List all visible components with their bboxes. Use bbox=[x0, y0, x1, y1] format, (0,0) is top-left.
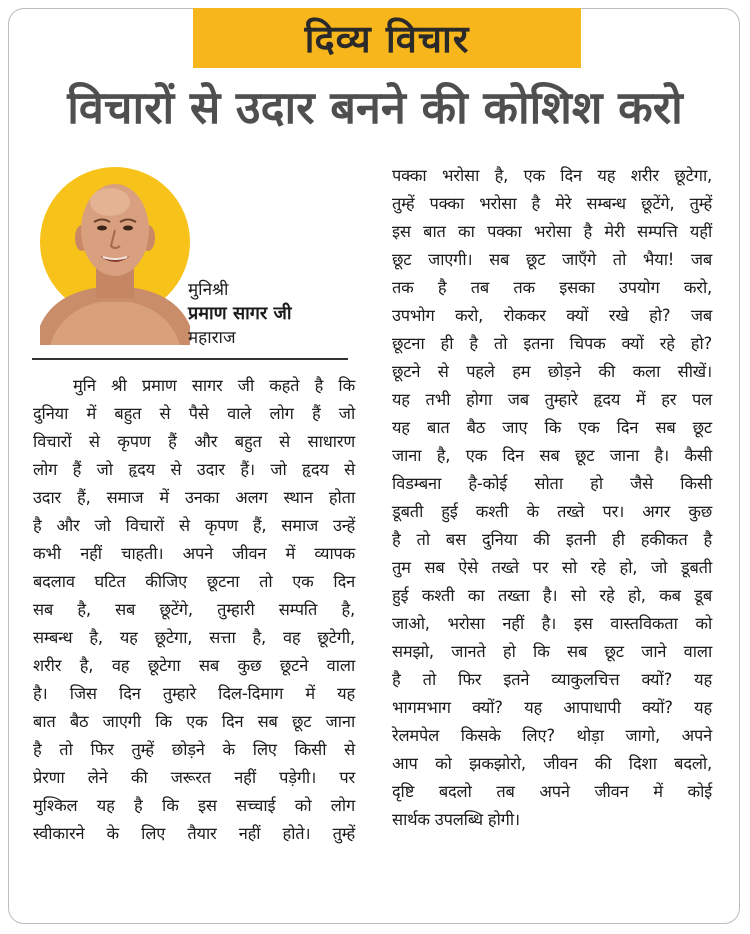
text-line: जाना है, एक दिन सब छूट जाना है। कैसी bbox=[392, 446, 712, 465]
text-line: मुश्किल यह है कि इस सच्चाई को लोग bbox=[33, 796, 355, 815]
text-line: सब है, सब छूटेंगे, तुम्हारी सम्पति है, bbox=[33, 600, 355, 619]
text-line: सार्थक उपलब्धि होगी। bbox=[392, 810, 520, 829]
text-line: छूट जाएगी। सब छूट जाएँगे तो भैया! जब bbox=[392, 250, 712, 269]
text-line: स्वीकारने के लिए तैयार नहीं होते। तुम्हें bbox=[33, 824, 355, 843]
text-line: है। जिस दिन तुम्हारे दिल-दिमाग में यह bbox=[33, 684, 355, 703]
text-line: छूटने से पहले हम छोड़ने की कला सीखें। bbox=[392, 362, 712, 381]
text-line: समझो, जानते हो कि सब छूट जाने वाला bbox=[392, 642, 712, 661]
text-line: है तो फिर इतने व्याकुलचित्त क्यों? यह bbox=[392, 670, 712, 689]
text-line: यह तभी होगा जब तुम्हारे हृदय में हर पल bbox=[392, 390, 712, 409]
text-line: प्रेरणा लेने की जरूरत नहीं पड़ेगी। पर bbox=[33, 768, 355, 787]
author-prefix: मुनिश्री bbox=[188, 280, 229, 300]
article-column-right bbox=[392, 162, 712, 834]
text-line: है और जो विचारों से कृपण हैं, समाज उन्हें bbox=[33, 516, 355, 535]
text-line: बदलाव घटित कीजिए छूटना तो एक दिन bbox=[33, 572, 355, 591]
text-line: आप को झकझोरो, जीवन की दिशा बदलो, bbox=[392, 754, 712, 773]
text-line: मुनि श्री प्रमाण सागर जी कहते है कि bbox=[73, 376, 355, 395]
text-line: लोग हैं जो हृदय से उदार हैं। जो हृदय से bbox=[33, 460, 355, 479]
article-column-left bbox=[33, 372, 355, 848]
author-name: प्रमाण सागर जी bbox=[188, 303, 292, 324]
author-photo bbox=[40, 160, 190, 345]
text-line: है तो फिर तुम्हें छोड़ने के लिए किसी से bbox=[33, 740, 355, 759]
section-title: दिव्य विचार bbox=[304, 17, 470, 61]
text-line: तुम सब ऐसे तख्ते पर सो रहे हो, जो डूबती bbox=[392, 558, 712, 577]
text-line: उदार हैं, समाज में उनका अलग स्थान होता bbox=[33, 488, 355, 507]
text-line: कभी नहीं चाहती। अपने जीवन में व्यापक bbox=[33, 544, 355, 563]
section-banner bbox=[193, 8, 581, 68]
headline: विचारों से उदार बनने की कोशिश करो bbox=[67, 81, 683, 134]
text-line: शरीर है, वह छूटेगा सब कुछ छूटने वाला bbox=[33, 656, 355, 675]
author-byline bbox=[188, 278, 292, 350]
text-line: विडम्बना है-कोई सोता हो जैसे किसी bbox=[392, 474, 712, 493]
text-line: सम्बन्ध है, यह छूटेगा, सत्ता है, वह छूटेगी, bbox=[33, 628, 355, 647]
divider-rule bbox=[32, 358, 348, 360]
text-line: जाओ, भरोसा नहीं है। इस वास्तविकता को bbox=[392, 614, 712, 633]
text-line: इस बात का पक्का भरोसा है मेरी सम्पत्ति यहीं bbox=[392, 222, 712, 241]
text-line: तक है तब तक इसका उपयोग करो, bbox=[392, 278, 712, 297]
text-line: उपभोग करो, रोककर क्यों रखे हो? जब bbox=[392, 306, 712, 325]
text-line: है तो बस दुनिया की इतनी ही हकीकत है bbox=[392, 530, 712, 549]
text-line: पक्का भरोसा है, एक दिन यह शरीर छूटेगा, bbox=[392, 166, 712, 185]
text-line: दुनिया में बहुत से पैसे वाले लोग हैं जो bbox=[33, 404, 355, 423]
text-line: रेलमपेल किसके लिए? थोड़ा जागो, अपने bbox=[392, 726, 712, 745]
text-line: डूबती हुई कश्ती के तख्ते पर। अगर कुछ bbox=[392, 502, 712, 521]
text-line: विचारों से कृपण हैं और बहुत से साधारण bbox=[33, 432, 355, 451]
text-line: भागमभाग क्यों? यह आपाधापी क्यों? यह bbox=[392, 698, 712, 717]
text-line: बात बैठ जाएगी कि एक दिन सब छूट जाना bbox=[33, 712, 355, 731]
text-line: दृष्टि बदलो तब अपने जीवन में कोई bbox=[392, 782, 712, 801]
text-line: यह बात बैठ जाए कि एक दिन सब छूट bbox=[392, 418, 712, 437]
text-line: तुम्हें पक्का भरोसा है मेरे सम्बन्ध छूटेंगे, तुम्हें bbox=[392, 194, 712, 213]
text-line: हुई कश्ती का तख्ता है। सो रहे हो, कब डूब bbox=[392, 586, 712, 605]
author-suffix: महाराज bbox=[188, 328, 236, 348]
text-line: छूटना ही है तो इतना चिपक क्यों रहे हो? bbox=[392, 334, 712, 353]
